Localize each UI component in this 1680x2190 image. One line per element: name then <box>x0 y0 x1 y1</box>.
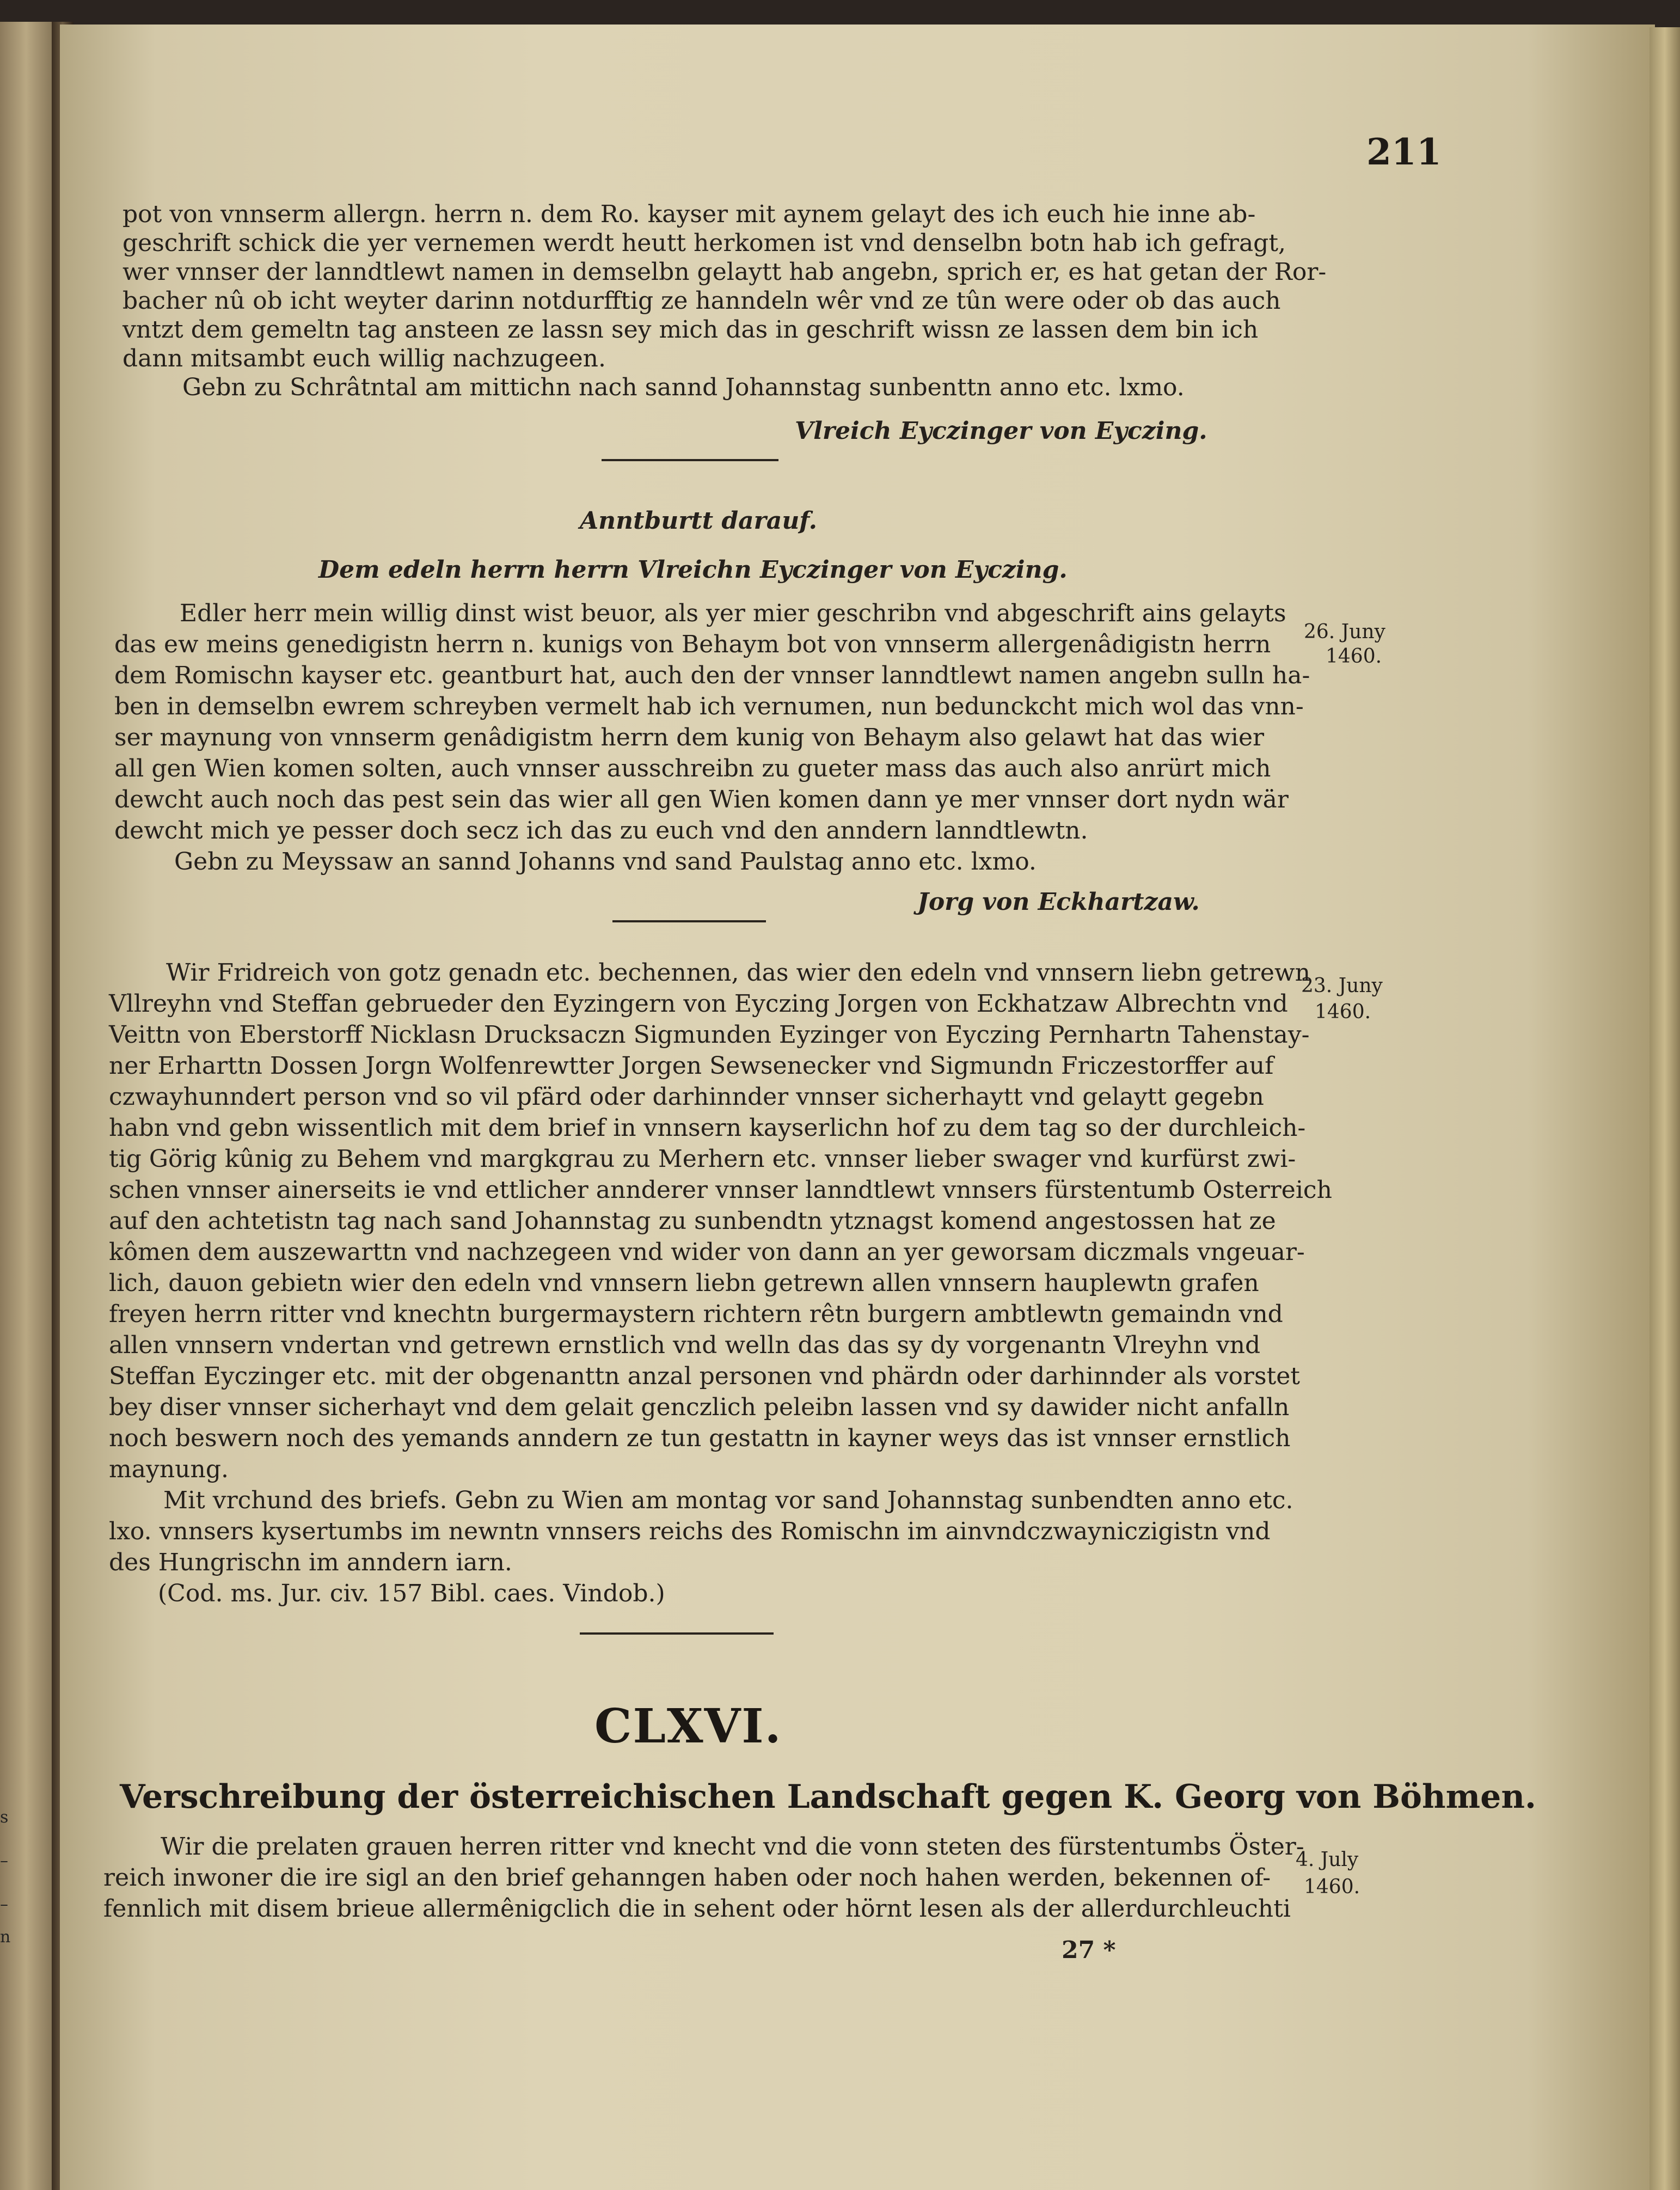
text-line: allen vnnsern vndertan vnd getrewn ernstlich vnd welln das das sy dy vorgenantn Vlreyhn vnd <box>109 1331 1261 1359</box>
signature: Jorg von Eckhartzaw. <box>917 888 1200 916</box>
text-line: freyen herrn ritter vnd knechtn burgermaystern richtern rêtn burgern ambtlewtn gemaindn vnd <box>109 1300 1283 1328</box>
text-line: kômen dem auszewarttn vnd nachzegeen vnd wider von dann an yer geworsam diczmals vngeuar- <box>109 1238 1305 1266</box>
chapter-number: CLXVI. <box>594 1699 782 1754</box>
text-line: dann mitsambt euch willig nachzugeen. <box>122 345 606 372</box>
text-line: ser maynung von vnnserm genâdigistm herrn dem kunig von Behaym also gelawt hat das wier <box>114 724 1265 751</box>
dated-line: Gebn zu Schrâtntal am mittichn nach sannd Johannstag sunbenttn anno etc. lxmo. <box>182 374 1185 401</box>
text-line: habn vnd gebn wissentlich mit dem brief in vnnsern kayserlichn hof zu dem tag so der durchleich- <box>109 1114 1306 1142</box>
margin-date: 1460. <box>1326 645 1382 668</box>
text-line: Veittn von Eberstorff Nicklasn Drucksaczn Sigmunden Eyzinger von Eyczing Pernhartn Tahenstay- <box>109 1021 1310 1049</box>
text-line: dewcht auch noch das pest sein das wier all gen Wien komen dann ye mer vnnser dort nydn wär <box>114 786 1289 813</box>
text-line: das ew meins genedigistn herrn n. kunigs von Behaym bot von vnnserm allergenâdigistn herrn <box>114 631 1271 658</box>
section-rule <box>580 1632 774 1635</box>
text-line: Edler herr mein willig dinst wist beuor, als yer mier geschribn vnd abgeschrift ains gelayts <box>180 600 1286 627</box>
left-page-mark: – <box>0 1851 8 1870</box>
margin-date: 1460. <box>1315 1001 1371 1023</box>
text-line: pot von vnnserm allergn. herrn n. dem Ro. kayser mit aynem gelayt des ich euch hie inne ab- <box>122 200 1256 228</box>
text-line: dewcht mich ye pesser doch secz ich das zu euch vnd den anndern lanndtlewtn. <box>114 817 1088 845</box>
text-line: geschrift schick die yer vernemen werdt heutt herkomen ist vnd denselbn botn hab ich gefragt, <box>122 229 1286 257</box>
text-line: reich inwoner die ire sigl an den brief gehanngen haben oder noch hahen werden, bekennen of- <box>103 1864 1271 1892</box>
section-heading: Anntburtt darauf. <box>580 507 817 535</box>
text-line: tig Görig kûnig zu Behem vnd margkgrau zu Merhern etc. vnnser lieber swager vnd kurfürst zwi- <box>109 1145 1296 1173</box>
page-number: 211 <box>1366 131 1442 173</box>
text-line: ben in demselbn ewrem schreyben vermelt hab ich vernumen, nun bedunckcht mich wol das vnn- <box>114 693 1304 720</box>
address-line: Dem edeln herrn herrn Vlreichn Eyczinger von Eyczing. <box>318 556 1068 584</box>
text-line: fennlich mit disem brieue allermênigclich die in sehent oder hörnt lesen als der allerdurchleuchti <box>103 1895 1291 1923</box>
dated-line: Gebn zu Meyssaw an sannd Johanns vnd sand Paulstag anno etc. lxmo. <box>174 848 1037 876</box>
section-rule <box>602 459 778 461</box>
left-page-mark: s <box>0 1808 9 1827</box>
text-line: all gen Wien komen solten, auch vnnser ausschreibn zu gueter mass das auch also anrürt mich <box>114 755 1271 782</box>
margin-date: 23. Juny <box>1301 975 1383 997</box>
text-line: schen vnnser ainerseits ie vnd ettlicher annderer vnnser lanndtlewt vnnsers fürstentumb Osterreich <box>109 1176 1332 1204</box>
text-line: Steffan Eyczinger etc. mit der obgenanttn anzal personen vnd phärdn oder darhinnder als vorstet <box>109 1362 1300 1390</box>
text-line: Vllreyhn vnd Steffan gebrueder den Eyzingern von Eyczing Jorgen von Eckhatzaw Albrechtn vnd <box>109 990 1288 1018</box>
text-line: ner Erharttn Dossen Jorgn Wolfenrewtter Jorgen Sewsenecker vnd Sigmundn Friczestorffer auf <box>109 1052 1274 1080</box>
text-line: bacher nû ob icht weyter darinn notdurfftig ze hanndeln wêr vnd ze tûn were oder ob das auch <box>122 287 1281 315</box>
margin-date: 1460. <box>1304 1876 1360 1898</box>
text-line: vntzt dem gemeltn tag ansteen ze lassn sey mich das in geschrift wissn ze lassen dem bin ich <box>122 316 1259 344</box>
chapter-title: Verschreibung der österreichischen Landschaft gegen K. Georg von Böhmen. <box>120 1778 1536 1816</box>
signature: Vlreich Eyczinger von Eyczing. <box>795 417 1207 445</box>
margin-date: 4. July <box>1296 1849 1359 1871</box>
citation: (Cod. ms. Jur. civ. 157 Bibl. caes. Vindob.) <box>158 1580 665 1607</box>
text-line: czwayhunndert person vnd so vil pfärd oder darhinnder vnnser sicherhaytt vnd gelaytt gegebn <box>109 1083 1264 1111</box>
text-line: lich, dauon gebietn wier den edeln vnd vnnsern liebn getrewn allen vnnsern hauplewtn grafen <box>109 1269 1259 1297</box>
margin-date: 26. Juny <box>1304 621 1385 643</box>
text-line: noch beswern noch des yemands anndern ze tun gestattn in kayner weys das ist vnnser ernstlich <box>109 1424 1291 1452</box>
closing-line: des Hungrischn im anndern iarn. <box>109 1549 512 1576</box>
left-page-mark: – <box>0 1895 8 1914</box>
closing-line: Mit vrchund des briefs. Gebn zu Wien am montag vor sand Johannstag sunbendten anno etc. <box>163 1486 1293 1514</box>
text-line: Wir Fridreich von gotz genadn etc. bechennen, das wier den edeln vnd vnnsern liebn getrewn <box>166 959 1310 987</box>
closing-line: lxo. vnnsers kysertumbs im newntn vnnsers reichs des Romischn im ainvndczwayniczigistn vnd <box>109 1518 1271 1545</box>
left-page-mark: n <box>0 1928 11 1947</box>
section-rule <box>612 920 766 922</box>
text-line: maynung. <box>109 1455 229 1483</box>
text-line: wer vnnser der lanndtlewt namen in demselbn gelaytt hab angebn, sprich er, es hat getan der Ror- <box>122 258 1327 286</box>
text-line: dem Romischn kayser etc. geantburt hat, auch den der vnnser lanndtlewt namen angebn sulln ha- <box>114 662 1310 689</box>
signature-mark: 27 * <box>1062 1936 1116 1964</box>
text-line: Wir die prelaten grauen herren ritter vnd knecht vnd die vonn steten des fürstentumbs Öster- <box>161 1833 1304 1861</box>
page-edge <box>1650 27 1680 2190</box>
text-line: auf den achtetistn tag nach sand Johannstag zu sunbendtn ytznagst komend angestossen hat ze <box>109 1207 1276 1235</box>
text-line: bey diser vnnser sicherhayt vnd dem gelait genczlich peleibn lassen vnd sy dawider nicht anfalln <box>109 1393 1290 1421</box>
